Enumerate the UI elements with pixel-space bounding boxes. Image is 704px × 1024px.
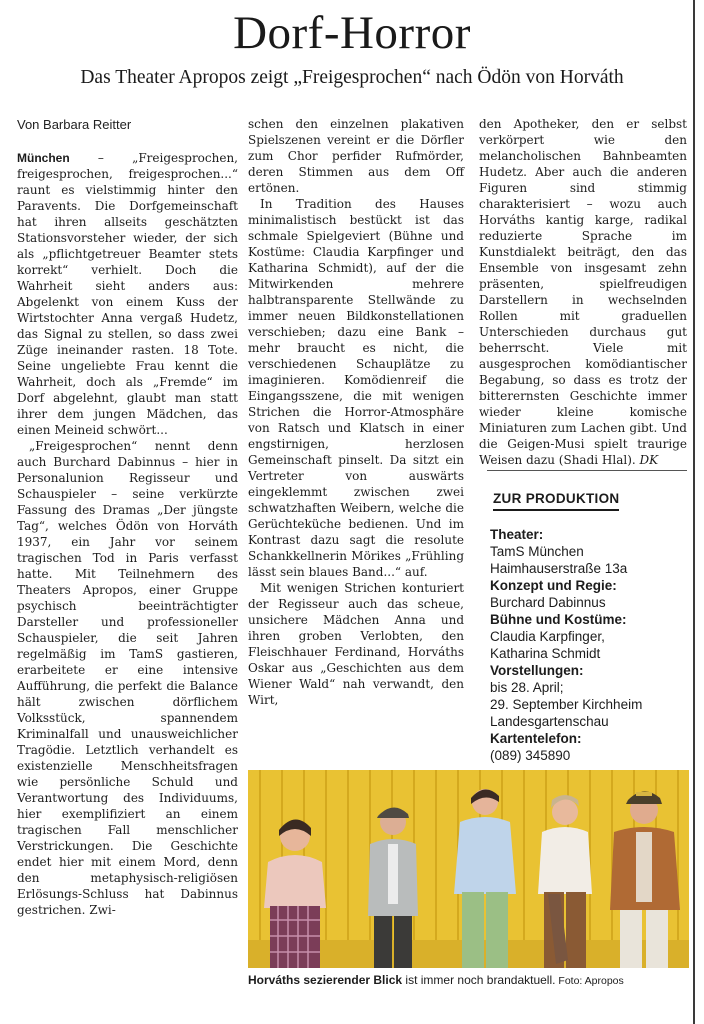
paragraph: In Tradition des Hauses minimalistisch bestückt ist das schmale Spielgeviert (Bühne und Kostüme: Claudia Karpfinger und Katharina Schmidt), auf der die Mitwirkenden mehrere halbtransparente Stellwände zu immer neuen Bildkonstellationen verschieben; dazu eine Bank – mehr braucht es nicht, die verschiedenen Schauplätze zu imaginieren. Komödienreif die Eingangsszene, die mit wenigen Strichen die Horror-Atmosphäre von Ratsch und Klatsch in einer engstirnigen, herzlosen Gemeinschaft pinselt. Da sitzt ein Vertreter von auswärts eingeklemmt zwischen zwei schwatzhaften Weibern, welche die Gerüchteküche bedienen. Und im Kontrast dazu sagt die resolute Schankkellnerin Mörikes „Frühling lässt sein blaues Band...“ auf. <box>248 197 464 579</box>
article-column-3 <box>479 116 687 468</box>
caption-text: ist immer noch brandaktuell. <box>402 973 556 987</box>
subheadline: Das Theater Apropos zeigt „Freigesprochen“ nach Ödön von Horváth <box>80 67 624 88</box>
byline: Von Barbara Reitter <box>17 117 132 132</box>
shows-label: Vorstellungen: <box>490 663 584 678</box>
theater-label: Theater: <box>490 527 544 542</box>
phone-label: Kartentelefon: <box>490 731 582 746</box>
concept-label: Konzept und Regie: <box>490 578 617 593</box>
paragraph <box>479 116 687 468</box>
stage-value: Claudia Karpfinger, <box>490 629 605 644</box>
ensemble-photo-illustration <box>248 770 689 968</box>
stage-value: Katharina Schmidt <box>490 646 601 661</box>
shows-value: Landesgartenschau <box>490 714 609 729</box>
shows-value: bis 28. April; <box>490 680 564 695</box>
caption-lead: Horváths sezierender Blick <box>248 973 403 987</box>
shows-value: 29. September Kirchheim <box>490 697 643 712</box>
page-right-rule <box>693 0 695 1024</box>
ensemble-photo <box>248 770 689 968</box>
info-box-divider <box>487 470 687 471</box>
headline: Dorf-Horror <box>233 7 471 59</box>
photo-credit: Foto: Apropos <box>555 975 624 987</box>
paragraph-text: – „Freigesprochen, freigesprochen, freigesprochen...“ raunt es vielstimmig hinter den Paravents. Die Dorfgemeinschaft hat ihren allseits geschätzten Stationsvorsteher wieder, der sich als „pflichtgetreuer Beamter stets korrekt“ verhielt. Doch die Wahrheit sieht anders aus: Abgelenkt von einem Kuss der Wirtstochter Anna vergaß Hudetz, das Signal zu stellen, so dass zwei Züge ineinander rasten. 18 Tote. Seine ungeliebte Frau kennt die Wahrheit, doch als „Fremde“ im Dorf abgelehnt, glaubt man statt ihrer dem jungen Mädchen, das einen Meineid schwört... <box>17 151 238 437</box>
photo-caption <box>248 972 689 989</box>
paragraph: schen den einzelnen plakativen Spielszenen vereint er die Dörfler zum Chor perfider Rufmörder, deren Stimmen aus dem Off ertönen. <box>248 117 464 195</box>
theater-name: TamS München <box>490 544 584 559</box>
theater-address: Haimhauserstraße 13a <box>490 561 628 576</box>
info-box-heading: ZUR PRODUKTION <box>493 491 619 511</box>
dateline: München <box>17 151 70 165</box>
info-box <box>490 526 690 764</box>
paragraph: „Freigesprochen“ nennt denn auch Burchard Dabinnus – hier in Personalunion Regisseur und Schauspieler – seine verkürzte Fassung des Dramas „Der jüngste Tag“, welches Ödön von Horváth 1937, ein Jahr vor seinem tragischen Tod in Paris verfasst hatte. Mit Teilnehmern des Theaters Apropos, einer Gruppe psychisch beeinträchtigter Darsteller und professioneller Schauspieler, die seit Jahren regelmäßig im TamS gastieren, erarbeitete er eine intensive Aufführung, die perfekt die Balance hält zwischen dörflichem Volksstück, spannendem Kriminalfall und unausweichlicher Tragödie. Letztlich verhandelt es existenzielle Menschheitsfragen wie persönliche Schuld und Verantwortung des Individuums, hier exemplifiziert an einem tragischen Fall menschlicher Verstrickungen. Die Geschichte endet hier mit einem Mord, denn den metaphysisch-religiösen Erlösungs-Schluss hat Dabinnus gestrichen. Zwi- <box>17 439 238 917</box>
paragraph <box>17 150 238 438</box>
concept-value: Burchard Dabinnus <box>490 595 606 610</box>
paragraph-text: den Apotheker, den er selbst verkörpert wie den melancholischen Bahnbeamten Hudetz. Aber auch die anderen Figuren sind stimmig charakterisiert – wozu auch Horváths kantig karge, radikal reduzierte Sprache im Kunstdialekt beiträgt, den das Ensemble von insgesamt zehn präsenten, spielfreudigen Darstellern in wechselnden Rollen mit graduellen Unterschieden durchaus gut beherrscht. Viele mit ausgesprochen komödiantischer Begabung, so dass es trotz der bitterernsten Geschichte immer wieder kleine komische Miniaturen zum Lachen gibt. Und die Geigen-Musi spielt traurige Weisen dazu (Shadi Hlal). <box>479 117 687 467</box>
stage-label: Bühne und Kostüme: <box>490 612 627 627</box>
author-initials: DK <box>639 453 659 467</box>
phone-value: (089) 345890 <box>490 748 571 763</box>
article-column-2 <box>248 116 464 708</box>
article-column-1 <box>17 150 238 918</box>
paragraph: Mit wenigen Strichen konturiert der Regisseur auch das scheue, unsichere Mädchen Anna und ihren groben Verlobten, den Fleischhauer Ferdinand, Horváths Oskar aus „Geschichten aus dem Wiener Wald“ nah verwandt, den Wirt, <box>248 581 464 707</box>
